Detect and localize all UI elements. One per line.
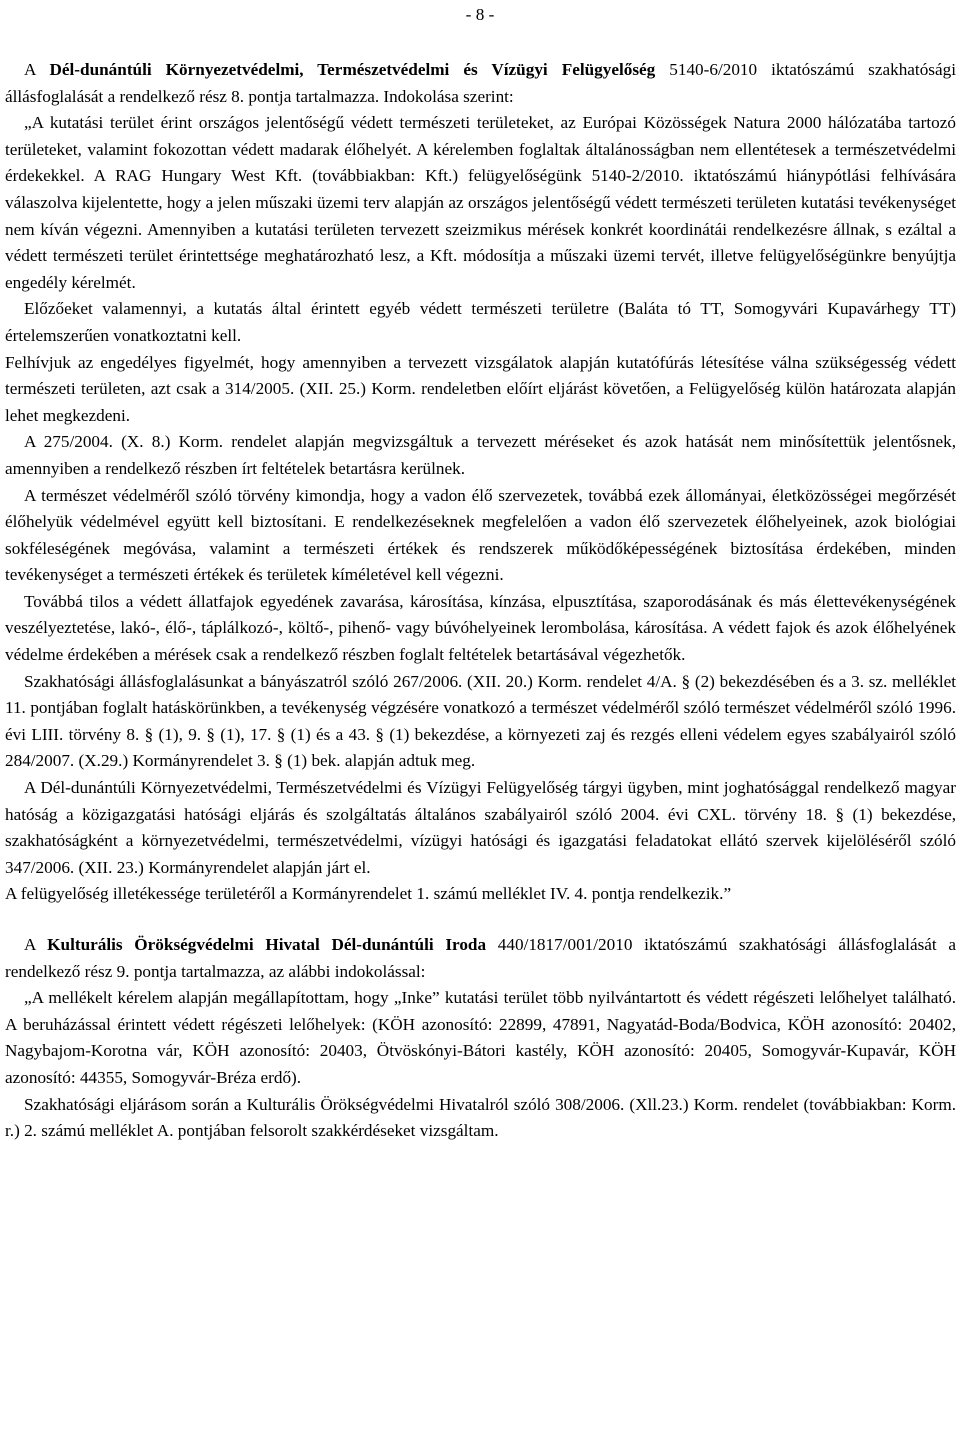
paragraph: A természet védelméről szóló törvény kimondja, hogy a vadon élő szervezetek, továbbá ezek állományai, életközösségei megőrzését élőhelyük védelmével együtt kell biztosítani. E rendelkezéseknek megfelelően a vadon élő szervezetek élőhelyeinek, azok biológiai sokféleségének megóvása, valamint a természeti értékek és rendszerek működőképességének biztosítása érdekében, minden tevékenységet a természeti értékek és területek kíméletével kell végezni. [5, 485, 956, 585]
paragraph: „A mellékelt kérelem alapján megállapítottam, hogy „Inke” kutatási terület több nyilvántartott és védett régészeti lelőhelyet található. A beruházással érintett védett régészeti lelőhelyek: (KÖH azonosító: 22899, 47891, Nagyatád-Boda/Bodvica, KÖH azonosító: 20402, Nagybajom-Korotna vár, KÖH azonosító: 20403, Ötvöskónyi-Bátori kastély, KÖH azonosító: 20405, Somogyvár-Kupavár, KÖH azonosító: 44355, Somogyvár-Bréza erdő). [5, 988, 956, 1087]
authority-name-bold: Dél-dunántúli Környezetvédelmi, Természetvédelmi és Vízügyi Felügyelőség [49, 60, 656, 79]
paragraph-koh-intro: A Kulturális Örökségvédelmi Hivatal Dél-dunántúli Iroda 440/1817/001/2010 iktatószámú szakhatósági állásfoglalását a rendelkező rész 9. pontja tartalmazza, az alábbi indokolással: [5, 935, 956, 981]
paragraph-ddkvf-intro: A Dél-dunántúli Környezetvédelmi, Természetvédelmi és Vízügyi Felügyelőség 5140-6/2010 iktatószámú szakhatósági állásfoglalását a rendelkező rész 8. pontja tartalmazza. Indokolása szerint: [5, 60, 956, 106]
paragraph-quote-start: „A kutatási terület érint országos jelentőségű védett természeti területeket, az Európai Közösségek Natura 2000 hálózatába tartozó területeket, valamint fokozottan védett madarak élőhelyét. A kérelemben foglaltak általánosságban nem ellentétesek a természetvédelmi érdekekkel. A RAG Hungary West Kft. (továbbiakban: Kft.) felügyelőségünk 5140-2/2010. iktatószámú hiánypótlási felhívására válaszolva kijelentette, hogy a jelen műszaki üzemi terv alapján az országos jelentőségű védett természeti területen kutatási tevékenységet nem kíván végezni. Amennyiben a kutatási területen tervezett szeizmikus mérések konkrét koordinátái rendelkezésre állnak, s ezáltal a védett természeti terület érintettsége meghatározható lesz, a Kft. módosítja a műszaki üzemi tervét, illetve felügyelőségünkre benyújtja engedély kérelmét. [5, 113, 956, 292]
paragraph: Továbbá tilos a védett állatfajok egyedének zavarása, károsítása, kínzása, elpusztítása, szaporodásának és más élettevékenységének veszélyeztetése, lakó-, élő-, táplálkozó-, költő-, pihenő- vagy búvóhelyeinek lerombolása, károsítása. A védett fajok és azok élőhelyének védelme érdekében a mérések csak a rendelkező részben foglalt feltételek betartásával végezhetők. [5, 591, 956, 665]
paragraph: A 275/2004. (X. 8.) Korm. rendelet alapján megvizsgáltuk a tervezett méréseket és azok hatását nem minősítettük jelentősnek, amennyiben a rendelkező részben írt feltételek betartásra kerülnek. [5, 432, 956, 478]
page-number: - 8 - [465, 5, 495, 24]
authority-name-bold: Kulturális Örökségvédelmi Hivatal Dél-dunántúli Iroda [47, 935, 487, 954]
paragraph: Előzőeket valamennyi, a kutatás által érintett egyéb védett természeti területre (Baláta tó TT, Somogyvári Kupavárhegy TT) értelemszerűen vonatkoztatni kell. [5, 299, 956, 345]
paragraph: Felhívjuk az engedélyes figyelmét, hogy amennyiben a tervezett vizsgálatok alapján kutatófúrás létesítése válna szükségesség védett természeti területen, azt csak a 314/2005. (XII. 25.) Korm. rendeletben előírt eljárást követően, a Felügyelőség külön határozata alapján lehet megkezdeni. [5, 352, 956, 425]
paragraph-quote-end: A felügyelőség illetékessége területéről a Kormányrendelet 1. számú melléklet IV. 4. pontja rendelkezik.” [5, 884, 732, 904]
paragraph: Szakhatósági állásfoglalásunkat a bányászatról szóló 267/2006. (XII. 20.) Korm. rendelet 4/A. § (2) bekezdésében és a 3. sz. melléklet 11. pontjában foglalt hatáskörünkben, a tevékenység végzésére vonatkozó a természet védelméről szóló természet védelméről szóló 1996. évi LIII. törvény 8. § (1), 9. § (1), 17. § (1) és a 43. § (1) bekezdése, a környezeti zaj és rezgés elleni védelem egyes szabályairól szóló 284/2007. (X.29.) Kormányrendelet 3. § (1) bek. alapján adtuk meg. [5, 671, 956, 771]
paragraph: A Dél-dunántúli Környezetvédelmi, Természetvédelmi és Vízügyi Felügyelőség tárgyi ügyben, mint joghatósággal rendelkező magyar hatóság a közigazgatási hatósági eljárás és szolgáltatás általános szabályairól szóló 2004. évi CXL. törvény 18. § (1) bekezdése, szakhatóságként a környezetvédelmi, természetvédelmi, vízügyi hatósági és igazgatási feladatokat ellátó szervek kijelöléséről szóló 347/2006. (XII. 23.) Kormányrendelet alapján járt el. [5, 778, 956, 877]
paragraph-spacer [5, 908, 956, 932]
paragraph: Szakhatósági eljárásom során a Kulturális Örökségvédelmi Hivatalról szóló 308/2006. (Xll.23.) Korm. rendelet (továbbiakban: Korm. r.) 2. számú melléklet A. pontjában felsorolt szakkérdéseket vizsgáltam. [5, 1094, 956, 1141]
document-body [5, 57, 956, 1145]
